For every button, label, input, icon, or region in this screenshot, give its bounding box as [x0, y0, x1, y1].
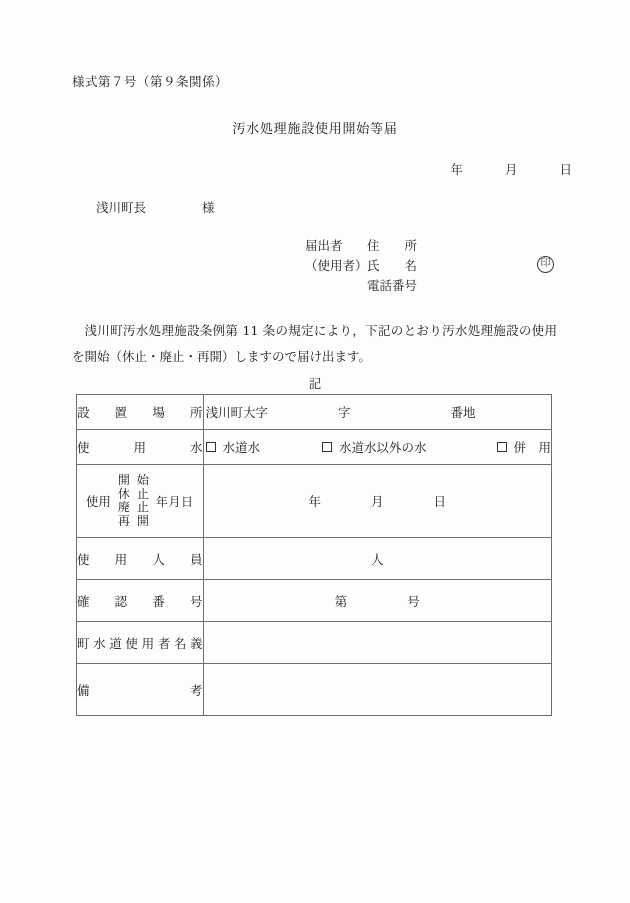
install-banchi-label: 番地 — [450, 405, 476, 420]
row-label-install-location: 設置場所 — [77, 395, 204, 430]
row-value-water-account-name[interactable] — [203, 622, 552, 664]
usage-col1-char-2: 休 — [117, 486, 130, 501]
ki-marker: 記 — [308, 376, 322, 391]
row-value-confirmation-number[interactable] — [203, 580, 552, 622]
user-count-unit-label: 人 — [370, 551, 384, 567]
install-location-fields — [204, 403, 552, 421]
checkbox-option-tap-water[interactable] — [206, 438, 261, 456]
usage-col1-char-3: 廃 — [117, 500, 130, 514]
row-value-install-location[interactable] — [203, 395, 552, 430]
body-paragraph: 浅川町汚水処理施設条例第 11 条の規定により，下記のとおり汚水処理施設の使用を開始（休止・廃止・再開）しますので届け出ます。 — [72, 323, 557, 364]
usage-col1-char-4: 再 — [117, 513, 130, 528]
row-label-user-count: 使用人員 — [77, 538, 204, 580]
submitter-name-label: 氏 名 — [367, 258, 418, 273]
document-title: 汚水処理施設使用開始等届 — [232, 122, 398, 137]
row-label-confirmation-number: 確認番号 — [77, 580, 204, 622]
submitter-address-row — [305, 236, 417, 256]
table-row-install-location — [77, 395, 552, 430]
row-label-usage-date — [77, 465, 204, 538]
date-day-label: 日 — [559, 162, 572, 177]
usage-trail-label: 年月日 — [155, 494, 194, 509]
submitter-name-row — [305, 256, 417, 276]
submitter-phone-row — [305, 276, 417, 296]
usage-lead-label: 使用 — [85, 494, 111, 509]
usage-col1-char-1: 開 — [117, 473, 130, 487]
seal-stamp-icon: 印 — [537, 256, 554, 273]
usage-year-label: 年 — [308, 494, 322, 509]
install-town-label: 浅川町大字 — [205, 405, 269, 420]
table-row-remarks — [77, 664, 552, 716]
usage-kanji-column-1 — [118, 474, 130, 528]
install-aza-label: 字 — [337, 405, 351, 420]
addressee-honorific: 様 — [201, 200, 215, 215]
checkbox-icon-tap-water[interactable] — [206, 442, 216, 452]
date-year-label: 年 — [450, 162, 464, 177]
submitter-block — [305, 236, 551, 296]
row-label-water-account-name: 町水道使用者名義 — [77, 622, 204, 664]
addressee-name: 浅川町長 — [96, 200, 147, 215]
row-value-user-count[interactable] — [203, 538, 552, 580]
water-source-options — [204, 438, 552, 456]
submission-date-line — [0, 160, 630, 178]
table-row-water-account-name — [77, 622, 552, 664]
usage-col2-char-2: 止 — [136, 486, 149, 501]
usage-col2-char-4: 開 — [136, 513, 149, 528]
submitter-user-label: （使用者） — [305, 258, 368, 273]
row-value-water-source — [203, 430, 552, 465]
table-row-water-source — [77, 430, 552, 465]
form-number: 様式第７号（第９条関係） — [72, 74, 229, 89]
checkbox-label-combined: 併 用 — [513, 440, 551, 455]
checkbox-icon-other-water[interactable] — [322, 442, 332, 452]
usage-col2-char-3: 止 — [136, 500, 149, 514]
usage-date-label-layout — [77, 465, 203, 537]
table-row-user-count — [77, 538, 552, 580]
checkbox-option-combined[interactable] — [497, 438, 552, 456]
usage-day-label: 日 — [433, 494, 446, 509]
addressee-line — [96, 198, 215, 216]
submitter-role-label: 届出者 — [305, 238, 343, 253]
submitter-address-label: 住 所 — [367, 238, 418, 253]
checkbox-icon-combined[interactable] — [497, 442, 507, 452]
row-label-water-source: 使用水 — [77, 430, 204, 465]
submitter-phone-label: 電話番号 — [367, 278, 418, 293]
usage-col2-char-1: 始 — [136, 473, 149, 487]
declaration-table — [76, 394, 552, 716]
usage-date-fields — [204, 492, 552, 510]
confirmation-prefix-label: 第 — [334, 593, 348, 609]
date-month-label: 月 — [505, 162, 518, 177]
confirmation-suffix-label: 号 — [407, 593, 420, 609]
checkbox-option-other-water[interactable] — [322, 438, 427, 456]
row-label-remarks: 備考 — [77, 664, 204, 716]
usage-kanji-column-2 — [137, 474, 149, 528]
checkbox-label-tap-water: 水道水 — [222, 440, 260, 455]
table-row-usage-date — [77, 465, 552, 538]
checkbox-label-other-water: 水道水以外の水 — [338, 440, 427, 455]
row-value-remarks[interactable] — [203, 664, 552, 716]
table-row-confirmation-number — [77, 580, 552, 622]
row-value-usage-date[interactable] — [203, 465, 552, 538]
usage-month-label: 月 — [370, 494, 384, 509]
confirmation-number-fields — [204, 592, 552, 610]
